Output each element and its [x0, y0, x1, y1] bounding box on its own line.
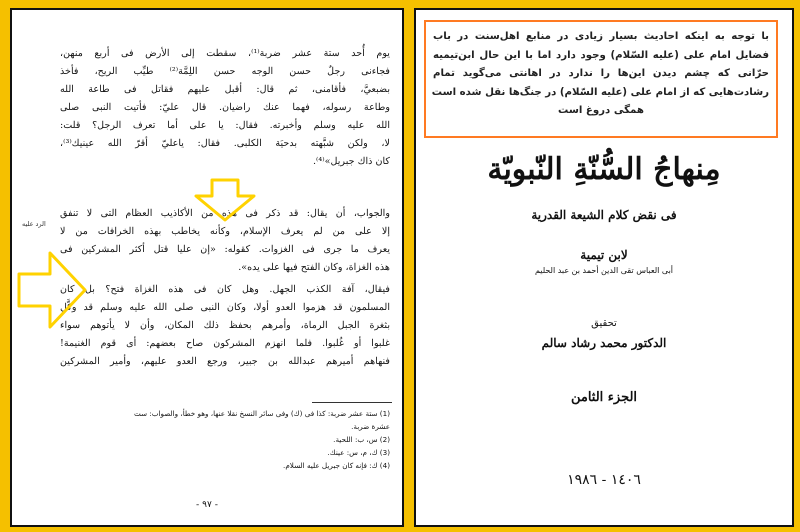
footnote-line: (2) س، ب: اللحية. [333, 435, 390, 444]
note-line: رشادت‌هایی که از امام علی (علیه السّلام) در جنگ‌ها نقل شده است [431, 86, 769, 98]
answer-line: إلا على من لم يعرف الإسلام، وكأنه يخاطب بهذه الخرافات من لا [60, 226, 390, 237]
rebuttal-line: المسلمون قد هزموا العدو أولا، وكان النبى صلى الله عليه وسلم قد وكَّل [60, 302, 390, 313]
footnote-line: (4) ك: فإنه كان جبريل عليه السلام. [283, 461, 390, 470]
body-line: وطاعة رسوله، فهما عنك راضيان. قال عليّ: فأتيت النبى صلى [60, 102, 390, 113]
body-line: فجاءنى رجلٌ حسن الوجه حسن اللِمَّة⁽²⁾ طيِّب الريح، فأخذ [60, 66, 390, 77]
note-line: با توجه به اینکه احادیث بسیار زیادی در منابع اهل‌سنت در باب [433, 31, 769, 42]
right-arrow-icon [16, 248, 88, 332]
book-title: مِنهاجُ السُّنّةِ النّبويّة [487, 152, 721, 187]
footnote-line: عشرة ضربة. [351, 422, 390, 431]
editor-label: تحقيق [591, 318, 617, 329]
body-line: لا، ولكن شبَّهته بدحيَة الكلبى. فقال: ياعليّ أقرّ الله عينيك⁽³⁾، [60, 138, 390, 149]
note-line: حرّانی که چشم دیدن این‌ها را ندارد در اهانتی می‌گوید تمام [433, 68, 769, 79]
footnote-line: (3) ك، م، س: عينك. [327, 448, 390, 457]
book-subtitle: فى نقض كلام الشيعة القدرية [531, 208, 677, 222]
rebuttal-line: بثغرة الجبل الرماة، وأمرهم بحفظ ذلك المكان، وأن لا يأتوهم سواء [60, 320, 390, 331]
answer-line: هذه الغزاة، وكان الفتح فيها على يده». [238, 262, 390, 273]
persian-note-box [424, 20, 778, 138]
author-name: لابن تيمية [580, 248, 628, 262]
editor-name: الدكتور محمد رشاد سالم [541, 336, 667, 350]
rebuttal-line: فنهاهم أميرهم عبدالله بن جبير، ورجع العدو عليهم، وأمير المشركين [60, 356, 390, 367]
page-number: - ٩٧ - [196, 500, 218, 510]
note-line: فضایل امام علی (علیه السّلام) وجود دارد اما با این حال ابن‌تیمیه [433, 49, 769, 61]
body-line: الله عليه وسلم وأخبرته. فقال: يا على أما تعرف الرجل؟ قلت: [60, 120, 390, 131]
answer-line: يعرف ما جرى فى الغزوات. كقوله: «إن عليا قتل أكثر المشركين فى [60, 244, 390, 255]
right-book-cover-page [414, 8, 794, 527]
left-book-page [10, 8, 404, 527]
down-arrow-icon [190, 178, 260, 222]
rebuttal-line: فيقال، آفة الكذب الجهل. وهل كان فى هذه الغزاة فتح؟ بل كان [60, 284, 390, 295]
author-full-name: أبى العباس تقى الدين أحمد بن عبد الحليم [534, 266, 674, 275]
body-line: بضبعيَّ، فأقامنى، ثم قال: أقبل عليهم فقاتل فى طاعة الله [60, 84, 390, 95]
body-line: يوم أُحد ستة عشر ضربة⁽¹⁾، سقطت إلى الأرض فى أربع منهن، [60, 48, 390, 59]
margin-note: الرد عليه [22, 220, 46, 228]
volume-label: الجزء الثامن [570, 390, 638, 405]
footnote-line: (1) ستة عشر ضربة: كذا فى (ك) وفى سائر النسخ نقلا عنها، وهو خطأ، والصواب: ست [133, 409, 390, 418]
footnote-rule [312, 402, 392, 403]
note-line: همگی دروغ است [558, 105, 644, 116]
answer-line: والجواب، أن يقال: قد ذكر فى هذه من الأكاذيب العظام التى لا تنفق [60, 208, 390, 219]
publication-year: ١٤٠٦ - ١٩٨٦ [567, 472, 641, 488]
body-line: كان ذاك جبريل»⁽⁴⁾. [312, 156, 390, 167]
rebuttal-line: غلبوا أو غُلبوا. فلما انهزم المشركون صاح بعضهم: أى قوم الغنيمة! [60, 338, 390, 349]
